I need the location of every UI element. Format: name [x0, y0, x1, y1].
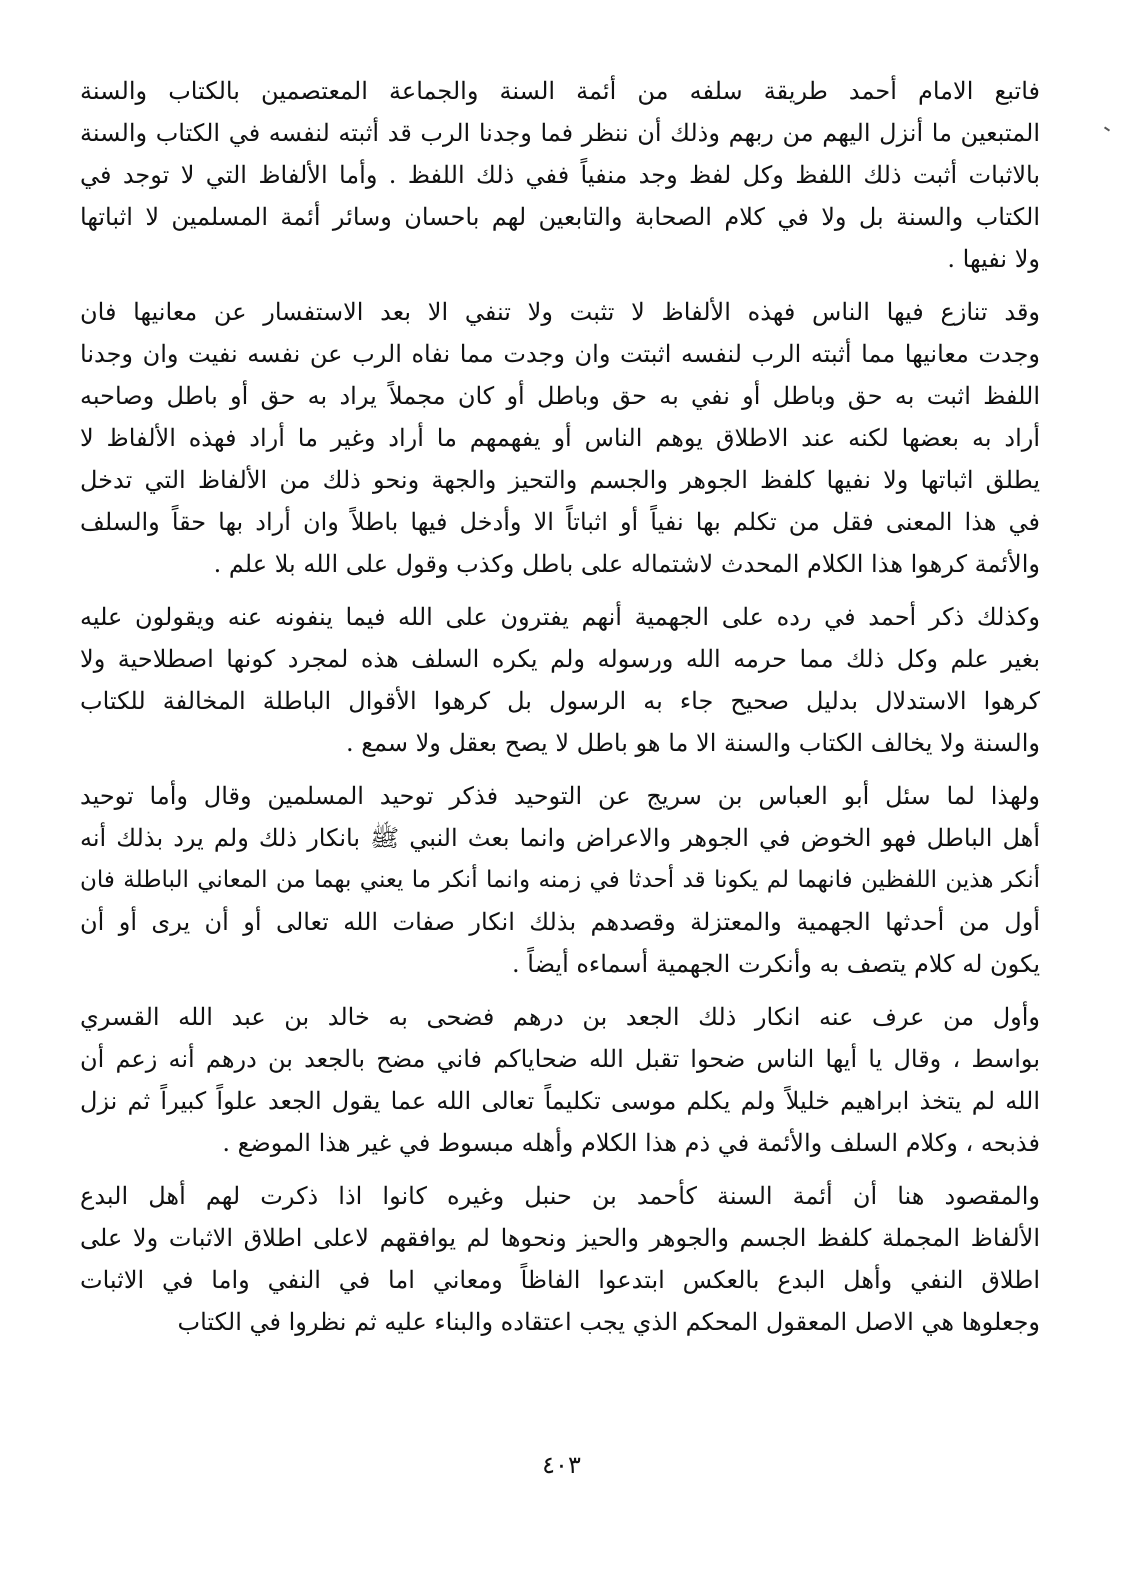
paragraph [80, 291, 1040, 585]
text-line: ولا نفيها . [947, 245, 1040, 273]
text-line: أنكر هذين اللفظين فانهما لم يكونا قد أحدثا في زمنه وانما أنكر ما يعني بهما من المعاني الباطلة فان [80, 867, 1040, 893]
text-line: اطلاق النفي وأهل البدع بالعكس ابتدعوا الفاظاً ومعاني اما في النفي واما في الاثبات [80, 1266, 1040, 1294]
text-line: والسنة ولا يخالف الكتاب والسنة الا ما هو باطل لا يصح بعقل ولا سمع . [345, 729, 1040, 757]
paragraph [80, 70, 1040, 280]
text-line: فاتبع الامام أحمد طريقة سلفه من أئمة السنة والجماعة المعتصمين بالكتاب والسنة [80, 77, 1040, 105]
paragraph [80, 1175, 1040, 1343]
page-number: ٤٠٣ [542, 1451, 581, 1479]
paragraph [80, 775, 1040, 985]
paragraph [80, 596, 1040, 764]
text-line: وكذلك ذكر أحمد في رده على الجهمية أنهم يفترون على الله فيما ينفونه عنه ويقولون عليه [80, 603, 1040, 631]
text-line: أهل الباطل فهو الخوض في الجوهر والاعراض وانما بعث النبي ﷺ بانكار ذلك ولم يرد بذلك أنه [80, 824, 1040, 852]
text-line: والأئمة كرهوا هذا الكلام المحدث لاشتماله على باطل وكذب وقول على الله بلا علم . [213, 550, 1040, 578]
text-line: في هذا المعنى فقل من تكلم بها نفياً أو اثباتاً الا وأدخل فيها باطلاً وان أراد بها حقاً والسلف [80, 508, 1040, 536]
text-line: اللفظ اثبت به حق وباطل أو نفي به حق وباطل أو كان مجملاً يراد به حق أو باطل وصاحبه [80, 382, 1040, 410]
text-line: فذبحه ، وكلام السلف والأئمة في ذم هذا الكلام وأهله مبسوط في غير هذا الموضع . [222, 1129, 1040, 1157]
text-line: بغير علم وكل ذلك مما حرمه الله ورسوله ولم يكره السلف هذه لمجرد كونها اصطلاحية ولا [80, 645, 1040, 673]
text-line: ولهذا لما سئل أبو العباس بن سريج عن التوحيد فذكر توحيد المسلمين وقال وأما توحيد [80, 782, 1040, 810]
text-line: وأول من عرف عنه انكار ذلك الجعد بن درهم فضحى به خالد بن عبد الله القسري [80, 1003, 1040, 1031]
text-line: وجعلوها هي الاصل المعقول المحكم الذي يجب اعتقاده والبناء عليه ثم نظروا في الكتاب [177, 1308, 1040, 1336]
text-line: الكتاب والسنة بل ولا في كلام الصحابة والتابعين لهم باحسان وسائر أئمة المسلمين لا اثباتها [80, 203, 1040, 231]
text-line: بواسط ، وقال يا أيها الناس ضحوا تقبل الله ضحاياكم فاني مضح بالجعد بن درهم أنه زعم أن [80, 1045, 1040, 1073]
text-line: والمقصود هنا أن أئمة السنة كأحمد بن حنبل وغيره كانوا اذا ذكرت لهم أهل البدع [80, 1182, 1040, 1210]
text-line: كرهوا الاستدلال بدليل صحيح جاء به الرسول بل كرهوا الأقوال الباطلة المخالفة للكتاب [80, 687, 1040, 715]
text-line: وقد تنازع فيها الناس فهذه الألفاظ لا تثبت ولا تنفي الا بعد الاستفسار عن معانيها فان [80, 298, 1040, 326]
text-line: أراد به بعضها لكنه عند الاطلاق يوهم الناس أو يفهمهم ما أراد وغير ما أراد فهذه الألفاظ لا [80, 424, 1040, 452]
text-line: الله لم يتخذ ابراهيم خليلاً ولم يكلم موسى تكليماً تعالى الله عما يقول الجعد علواً كبيراً ثم نزل [80, 1087, 1040, 1115]
text-line: الألفاظ المجملة كلفظ الجسم والجوهر والحيز ونحوها لم يوافقهم لاعلى اطلاق الاثبات ولا على [80, 1224, 1040, 1252]
paragraph [80, 996, 1040, 1164]
text-line: يطلق اثباتها ولا نفيها كلفظ الجوهر والجسم والتحيز والجهة ونحو ذلك من الألفاظ التي تدخل [80, 466, 1040, 494]
text-line: وجدت معانيها مما أثبته الرب لنفسه اثبتت وان وجدت مما نفاه الرب عن نفسه نفيت وان وجدنا [80, 340, 1040, 368]
margin-mark [1104, 126, 1110, 131]
text-line: المتبعين ما أنزل اليهم من ربهم وذلك أن ننظر فما وجدنا الرب قد أثبته لنفسه في الكتاب والسنة [80, 119, 1040, 147]
text-line: أول من أحدثها الجهمية والمعتزلة وقصدهم بذلك انكار صفات الله تعالى أو أن يرى أو أن [80, 908, 1040, 936]
text-line: بالاثبات أثبت ذلك اللفظ وكل لفظ وجد منفياً ففي ذلك اللفظ . وأما الألفاظ التي لا توجد في [80, 161, 1040, 189]
document-page [80, 70, 1040, 1500]
text-line: يكون له كلام يتصف به وأنكرت الجهمية أسماءه أيضاً . [512, 950, 1040, 978]
